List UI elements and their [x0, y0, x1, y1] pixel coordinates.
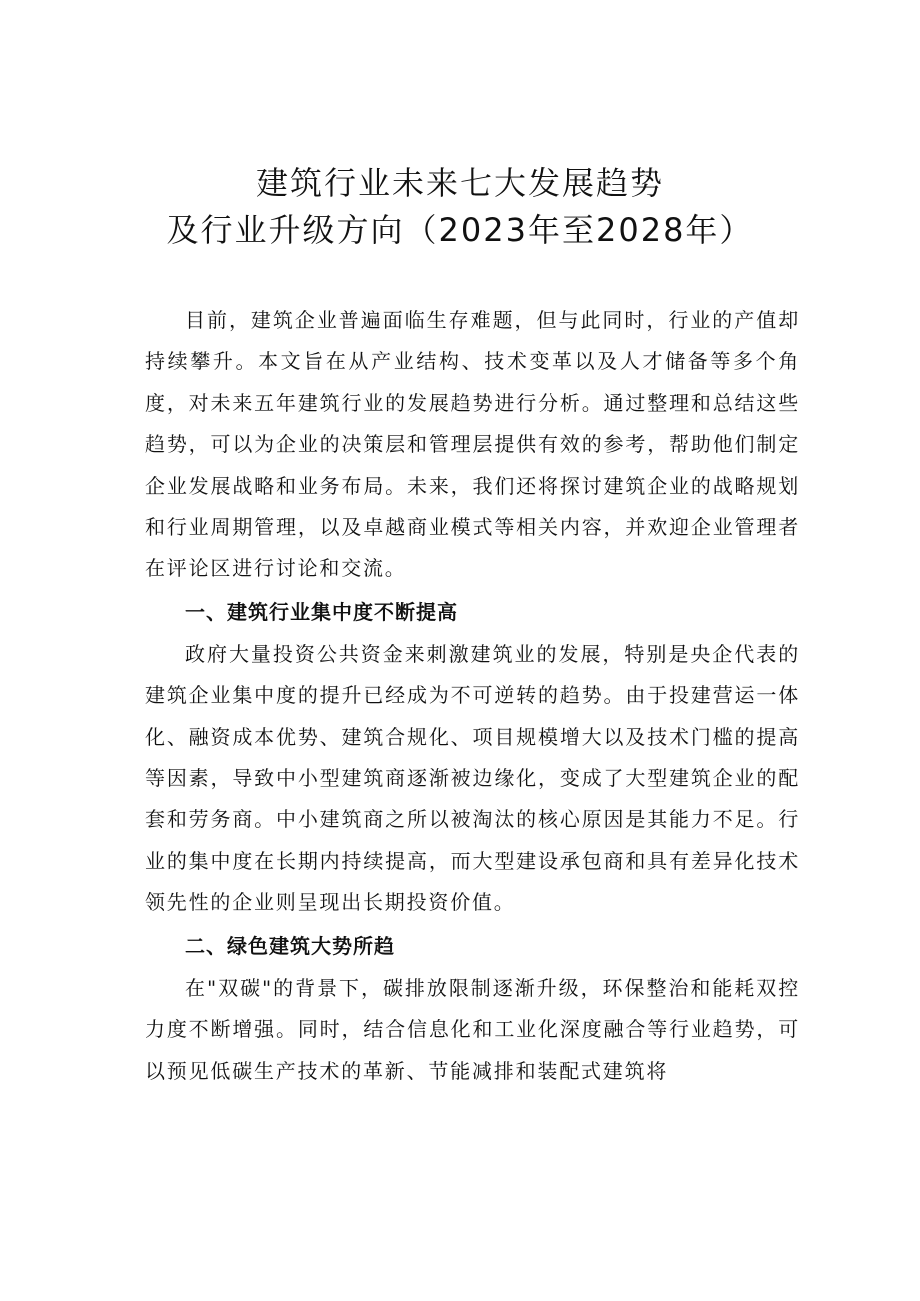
- section-2-paragraph: 在"双碳"的背景下，碳排放限制逐渐升级，环保整治和能耗双控力度不断增强。同时，结合信息化和工业化深度融合等行业趋势，可以预见低碳生产技术的革新、节能减排和装配式建筑将: [145, 975, 800, 1083]
- section-2-heading: 二、绿色建筑大势所趋: [185, 933, 395, 958]
- document-title-line-1: 建筑行业未来七大发展趋势: [255, 164, 664, 202]
- section-1-paragraph: 政府大量投资公共资金来刺激建筑业的发展，特别是央企代表的建筑企业集中度的提升已经成为不可逆转的趋势。由于投建营运一体化、融资成本优势、建筑合规化、项目规模增大以及技术门槛的提高等因素，导致中小型建筑商逐渐被边缘化，变成了大型建筑企业的配套和劳务商。中小建筑商之所以被淘汰的核心原因是其能力不足。行业的集中度在长期内持续提高，而大型建设承包商和具有差异化技术领先性的企业则呈现出长期投资价值。: [145, 641, 800, 915]
- document-body: [145, 300, 800, 1092]
- section-1-heading: 一、建筑行业集中度不断提高: [185, 599, 458, 624]
- document-title-line-2: 及行业升级方向（2023年至2028年）: [166, 211, 754, 249]
- intro-paragraph: 目前，建筑企业普遍面临生存难题，但与此同时，行业的产值却持续攀升。本文旨在从产业结构、技术变革以及人才储备等多个角度，对未来五年建筑行业的发展趋势进行分析。通过整理和总结这些趋势，可以为企业的决策层和管理层提供有效的参考，帮助他们制定企业发展战略和业务布局。未来，我们还将探讨建筑企业的战略规划和行业周期管理，以及卓越商业模式等相关内容，并欢迎企业管理者在评论区进行讨论和交流。: [145, 308, 800, 581]
